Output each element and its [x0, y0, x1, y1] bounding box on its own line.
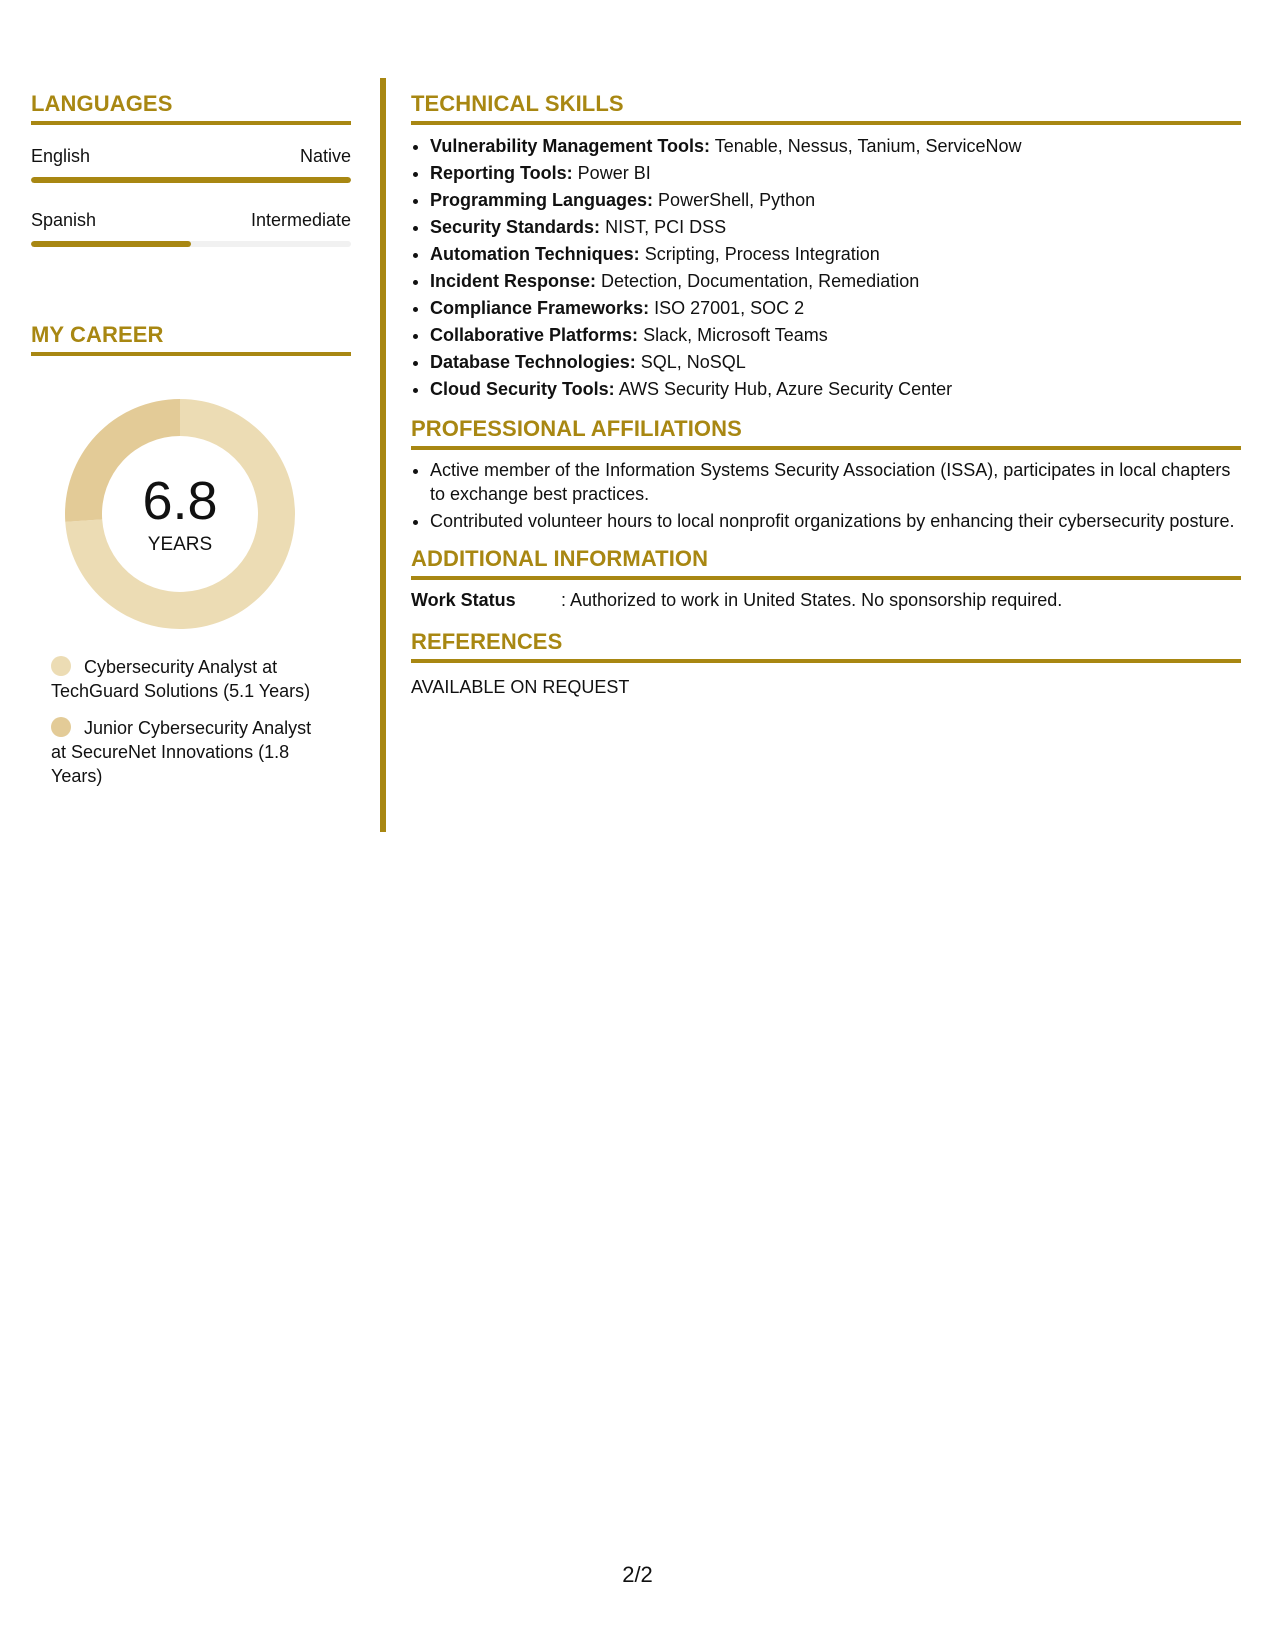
skill-value: Tenable, Nessus, Tanium, ServiceNow — [714, 136, 1022, 156]
skill-value: SQL, NoSQL — [640, 352, 746, 372]
skill-item — [430, 322, 1241, 349]
skill-label: Collaborative Platforms: — [430, 325, 639, 345]
language-name: English — [31, 146, 91, 166]
references-text: AVAILABLE ON REQUEST — [411, 677, 630, 697]
right-column — [411, 90, 1241, 699]
legend-dot-icon — [51, 717, 71, 737]
skill-item — [430, 376, 1241, 403]
skill-item — [430, 349, 1241, 376]
skill-item — [430, 187, 1241, 214]
column-divider — [380, 78, 386, 832]
references-title: REFERENCES — [411, 628, 1241, 663]
career-legend-item — [51, 655, 331, 703]
additional-info-title: ADDITIONAL INFORMATION — [411, 545, 1241, 580]
skill-label: Vulnerability Management Tools: — [430, 136, 711, 156]
career-legend-item — [51, 716, 331, 788]
skill-label: Programming Languages: — [430, 190, 654, 210]
career-years-label: YEARS — [147, 534, 213, 555]
skill-label: Automation Techniques: — [430, 244, 640, 264]
career-role-label: Cybersecurity Analyst at TechGuard Solutions (5.1 Years) — [51, 657, 311, 701]
proficiency-fill — [31, 241, 191, 247]
legend-dot-icon — [51, 656, 71, 676]
skill-value: AWS Security Hub, Azure Security Center — [618, 379, 953, 399]
skill-label: Compliance Frameworks: — [430, 298, 650, 318]
skill-item — [430, 241, 1241, 268]
skill-item — [430, 133, 1241, 160]
skill-label: Incident Response: — [430, 271, 597, 291]
skill-label: Cloud Security Tools: — [430, 379, 615, 399]
skill-value: Slack, Microsoft Teams — [643, 325, 828, 345]
languages-title: LANGUAGES — [31, 90, 351, 125]
skill-item — [430, 214, 1241, 241]
skill-value: Detection, Documentation, Remediation — [601, 271, 920, 291]
language-level: Intermediate — [250, 210, 351, 230]
skill-item — [430, 268, 1241, 295]
technical-skills-list — [411, 133, 1241, 403]
affiliation-item: • Contributed volunteer hours to local nonprofit organizations by enhancing their cybersecurity posture. — [430, 509, 1241, 533]
skill-item — [430, 160, 1241, 187]
career-legend — [51, 655, 331, 788]
affiliation-item: • Active member of the Information Systems Security Association (ISSA), participates in local chapters to exchange best practices. — [430, 458, 1241, 506]
skill-label: Security Standards: — [430, 217, 601, 237]
career-role-label: Junior Cybersecurity Analyst at SecureNet Innovations (1.8 Years) — [51, 718, 312, 786]
skill-value: NIST, PCI DSS — [605, 217, 727, 237]
proficiency-bar — [31, 241, 351, 247]
skill-value: Scripting, Process Integration — [644, 244, 880, 264]
affiliations-list — [411, 458, 1241, 533]
work-status-row — [411, 588, 1241, 612]
work-status-label: Work Status — [411, 590, 516, 610]
page-number: 2/2 — [622, 1562, 653, 1587]
skill-item — [430, 295, 1241, 322]
skill-value: PowerShell, Python — [658, 190, 816, 210]
proficiency-fill — [31, 177, 351, 183]
career-total-years: 6.8 — [142, 471, 218, 531]
skill-value: Power BI — [577, 163, 651, 183]
language-item — [31, 209, 351, 247]
career-donut-chart — [65, 399, 295, 629]
skill-value: ISO 27001, SOC 2 — [654, 298, 805, 318]
career-title: MY CAREER — [31, 321, 351, 356]
work-status-value: : Authorized to work in United States. No sponsorship required. — [561, 590, 1063, 610]
language-level: Native — [299, 146, 351, 166]
language-item — [31, 145, 351, 183]
affiliations-title: PROFESSIONAL AFFILIATIONS — [411, 415, 1241, 450]
left-column — [31, 90, 351, 801]
skill-label: Reporting Tools: — [430, 163, 573, 183]
language-name: Spanish — [31, 210, 97, 230]
proficiency-bar — [31, 177, 351, 183]
technical-skills-title: TECHNICAL SKILLS — [411, 90, 1241, 125]
skill-label: Database Technologies: — [430, 352, 636, 372]
